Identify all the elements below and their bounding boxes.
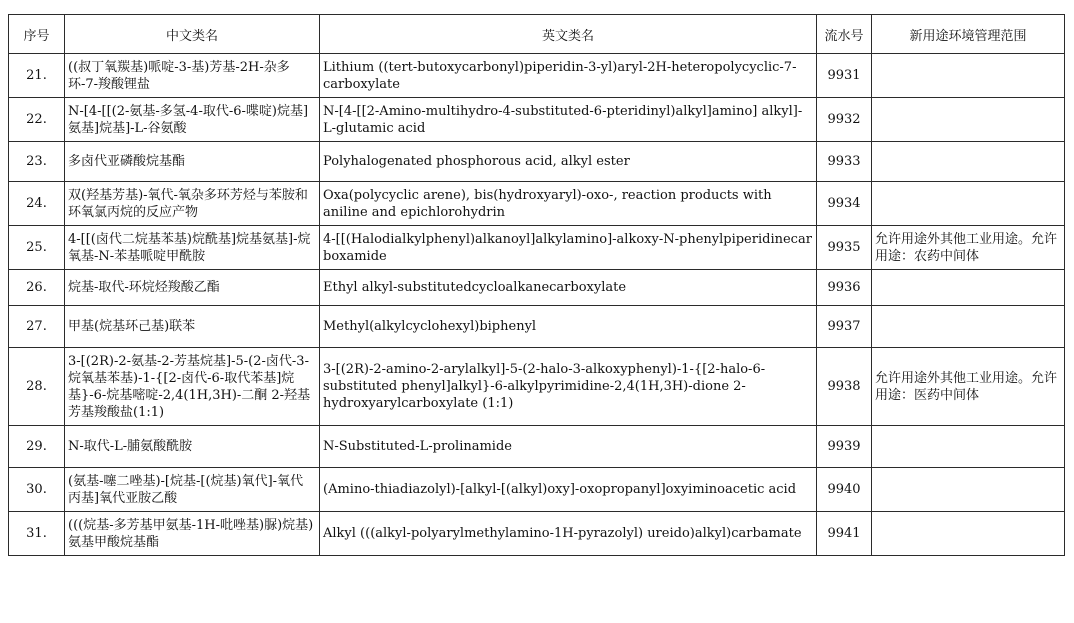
- scope-cell: [872, 270, 1065, 306]
- scope-cell: [872, 54, 1065, 98]
- serial-number-cell: 9936: [817, 270, 872, 306]
- scope-cell: [872, 182, 1065, 226]
- english-name-cell: Alkyl (((alkyl-polyarylmethylamino-1H-pyrazolyl) ureido)alkyl)carbamate: [320, 512, 817, 556]
- row-number: 27.: [9, 306, 65, 348]
- scope-cell: 允许用途外其他工业用途。允许用途：医药中间体: [872, 348, 1065, 426]
- english-name-cell: Methyl(alkylcyclohexyl)biphenyl: [320, 306, 817, 348]
- header-serial-no: 序号: [9, 15, 65, 54]
- english-name-cell: 3-[(2R)-2-amino-2-arylalkyl]-5-(2-halo-3-alkoxyphenyl)-1-{[2-halo-6-substituted phenyl]alkyl}-6-alkylpyrimidine-2,4(1H,3H)-dione 2-hydroxyarylcarboxylate (1:1): [320, 348, 817, 426]
- serial-number-cell: 9934: [817, 182, 872, 226]
- scope-cell: [872, 468, 1065, 512]
- chinese-name-cell: 烷基-取代-环烷烃羧酸乙酯: [65, 270, 320, 306]
- serial-number-cell: 9933: [817, 142, 872, 182]
- table-row: [9, 348, 1065, 426]
- row-number: 26.: [9, 270, 65, 306]
- english-name-cell: Lithium ((tert-butoxycarbonyl)piperidin-3-yl)aryl-2H-heteropolycyclic-7-carboxylate: [320, 54, 817, 98]
- serial-number-cell: 9932: [817, 98, 872, 142]
- table-row: [9, 54, 1065, 98]
- chinese-name-cell: (((烷基-多芳基甲氨基-1H-吡唑基)脲)烷基)氨基甲酸烷基酯: [65, 512, 320, 556]
- row-number: 31.: [9, 512, 65, 556]
- scope-cell: [872, 306, 1065, 348]
- header-flow-number: 流水号: [817, 15, 872, 54]
- serial-number-cell: 9937: [817, 306, 872, 348]
- table-row: [9, 306, 1065, 348]
- header-management-scope: 新用途环境管理范围: [872, 15, 1065, 54]
- chinese-name-cell: N-[4-[[(2-氨基-多氢-4-取代-6-喋啶)烷基]氨基]烷基]-L-谷氨酸: [65, 98, 320, 142]
- table-header-row: [9, 15, 1065, 54]
- table-row: [9, 226, 1065, 270]
- serial-number-cell: 9931: [817, 54, 872, 98]
- chemical-list-table: [8, 14, 1065, 556]
- english-name-cell: 4-[[(Halodialkylphenyl)alkanoyl]alkylamino]-alkoxy-N-phenylpiperidinecarboxamide: [320, 226, 817, 270]
- table-row: [9, 270, 1065, 306]
- english-name-cell: Polyhalogenated phosphorous acid, alkyl ester: [320, 142, 817, 182]
- scope-cell: [872, 142, 1065, 182]
- english-name-cell: N-[4-[[2-Amino-multihydro-4-substituted-6-pteridinyl)alkyl]amino] alkyl]-L-glutamic acid: [320, 98, 817, 142]
- serial-number-cell: 9939: [817, 426, 872, 468]
- header-english-name: 英文类名: [320, 15, 817, 54]
- serial-number-cell: 9940: [817, 468, 872, 512]
- row-number: 28.: [9, 348, 65, 426]
- table-row: [9, 426, 1065, 468]
- english-name-cell: (Amino-thiadiazolyl)-[alkyl-[(alkyl)oxy]-oxopropanyl]oxyiminoacetic acid: [320, 468, 817, 512]
- header-chinese-name: 中文类名: [65, 15, 320, 54]
- serial-number-cell: 9935: [817, 226, 872, 270]
- table-row: [9, 98, 1065, 142]
- chinese-name-cell: 甲基(烷基环己基)联苯: [65, 306, 320, 348]
- row-number: 25.: [9, 226, 65, 270]
- table-row: [9, 512, 1065, 556]
- chinese-name-cell: (氨基-噻二唑基)-[烷基-[(烷基)氧代]-氧代丙基]氧代亚胺乙酸: [65, 468, 320, 512]
- chinese-name-cell: 3-[(2R)-2-氨基-2-芳基烷基]-5-(2-卤代-3-烷氧基苯基)-1-{[2-卤代-6-取代苯基]烷基}-6-烷基嘧啶-2,4(1H,3H)-二酮 2-羟基芳基羧酸盐(1:1): [65, 348, 320, 426]
- english-name-cell: N-Substituted-L-prolinamide: [320, 426, 817, 468]
- english-name-cell: Oxa(polycyclic arene), bis(hydroxyaryl)-oxo-, reaction products with aniline and epichlorohydrin: [320, 182, 817, 226]
- scope-cell: [872, 512, 1065, 556]
- table-row: [9, 142, 1065, 182]
- row-number: 24.: [9, 182, 65, 226]
- chinese-name-cell: N-取代-L-脯氨酸酰胺: [65, 426, 320, 468]
- table-row: [9, 468, 1065, 512]
- english-name-cell: Ethyl alkyl-substitutedcycloalkanecarboxylate: [320, 270, 817, 306]
- row-number: 30.: [9, 468, 65, 512]
- scope-cell: [872, 98, 1065, 142]
- row-number: 23.: [9, 142, 65, 182]
- row-number: 29.: [9, 426, 65, 468]
- serial-number-cell: 9941: [817, 512, 872, 556]
- scope-cell: 允许用途外其他工业用途。允许用途：农药中间体: [872, 226, 1065, 270]
- chinese-name-cell: 4-[[(卤代二烷基苯基)烷酰基]烷基氨基]-烷氧基-N-苯基哌啶甲酰胺: [65, 226, 320, 270]
- chinese-name-cell: 双(羟基芳基)-氧代-氧杂多环芳烃与苯胺和环氧氯丙烷的反应产物: [65, 182, 320, 226]
- row-number: 22.: [9, 98, 65, 142]
- table-row: [9, 182, 1065, 226]
- chinese-name-cell: ((叔丁氧羰基)哌啶-3-基)芳基-2H-杂多环-7-羧酸锂盐: [65, 54, 320, 98]
- scope-cell: [872, 426, 1065, 468]
- row-number: 21.: [9, 54, 65, 98]
- serial-number-cell: 9938: [817, 348, 872, 426]
- chinese-name-cell: 多卤代亚磷酸烷基酯: [65, 142, 320, 182]
